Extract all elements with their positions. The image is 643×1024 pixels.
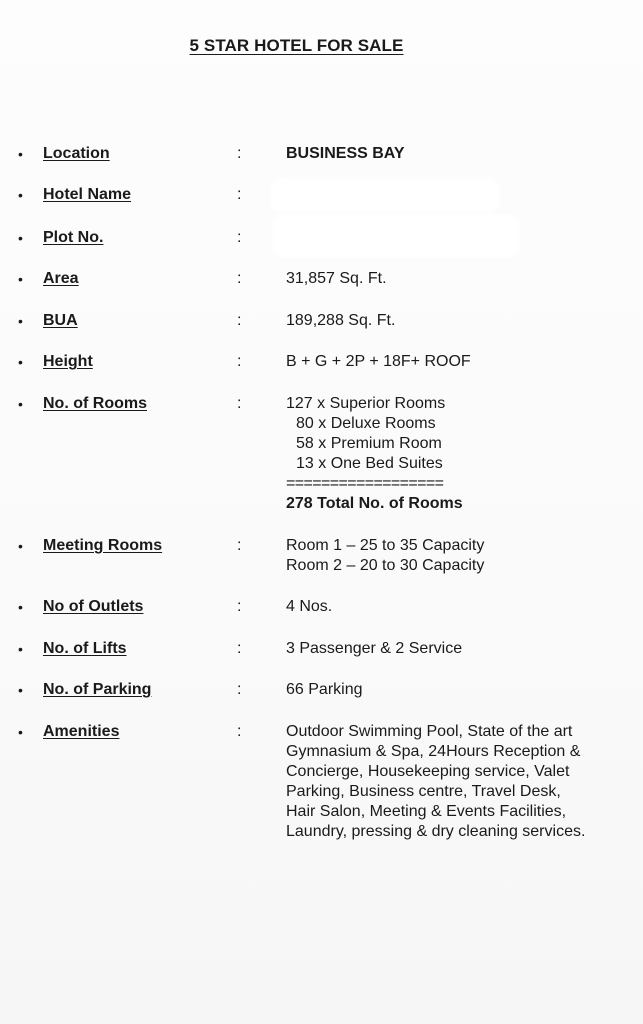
colon: : xyxy=(237,640,242,657)
amenities-line: Hair Salon, Meeting & Events Facilities, xyxy=(286,803,567,820)
label-location: Location xyxy=(43,145,110,162)
amenities-line: Parking, Business centre, Travel Desk, xyxy=(286,783,561,800)
amenities-line: Concierge, Housekeeping service, Valet xyxy=(286,763,570,780)
colon: : xyxy=(237,598,242,615)
label-outlets: No of Outlets xyxy=(43,598,144,615)
room-line: 80 x Deluxe Rooms xyxy=(296,415,436,432)
bullet-icon: • xyxy=(18,271,23,287)
value-lifts: 3 Passenger & 2 Service xyxy=(286,640,463,657)
bullet-icon: • xyxy=(18,599,23,615)
label-hotel-name: Hotel Name xyxy=(43,186,132,203)
value-location: BUSINESS BAY xyxy=(286,145,405,162)
bullet-icon: • xyxy=(18,354,23,370)
value-amenities xyxy=(286,722,585,842)
bullet-icon: • xyxy=(18,538,23,554)
room-line: 58 x Premium Room xyxy=(296,435,442,452)
bullet-icon: • xyxy=(18,641,23,657)
value-rooms xyxy=(286,394,463,514)
meeting-room-line: Room 1 – 25 to 35 Capacity xyxy=(286,537,485,554)
colon: : xyxy=(237,537,242,554)
meeting-room-line: Room 2 – 20 to 30 Capacity xyxy=(286,557,485,574)
redaction-mark xyxy=(270,178,500,212)
colon: : xyxy=(237,723,242,740)
room-line: 127 x Superior Rooms xyxy=(286,395,446,412)
amenities-line: Gymnasium & Spa, 24Hours Reception & xyxy=(286,743,581,760)
bullet-icon: • xyxy=(18,313,23,329)
label-amenities: Amenities xyxy=(43,723,120,740)
label-lifts: No. of Lifts xyxy=(43,640,127,657)
value-parking: 66 Parking xyxy=(286,681,363,698)
bullet-icon: • xyxy=(18,682,23,698)
redaction-mark xyxy=(272,214,520,258)
value-area: 31,857 Sq. Ft. xyxy=(286,270,387,287)
bullet-icon: • xyxy=(18,724,23,740)
bullet-icon: • xyxy=(18,187,23,203)
room-line: 13 x One Bed Suites xyxy=(296,455,443,472)
value-height: B + G + 2P + 18F+ ROOF xyxy=(286,353,471,370)
amenities-line: Laundry, pressing & dry cleaning services. xyxy=(286,823,586,840)
colon: : xyxy=(237,186,242,203)
label-meeting-rooms: Meeting Rooms xyxy=(43,537,163,554)
colon: : xyxy=(237,353,242,370)
bullet-icon: • xyxy=(18,396,23,412)
colon: : xyxy=(237,270,242,287)
colon: : xyxy=(237,145,242,162)
bullet-icon: • xyxy=(18,146,23,162)
label-height: Height xyxy=(43,353,93,370)
colon: : xyxy=(237,395,242,412)
bullet-icon: • xyxy=(18,230,23,246)
label-area: Area xyxy=(43,270,79,287)
label-rooms: No. of Rooms xyxy=(43,395,147,412)
label-plot-no: Plot No. xyxy=(43,229,104,246)
amenities-line: Outdoor Swimming Pool, State of the art xyxy=(286,723,573,740)
total-rooms: 278 Total No. of Rooms xyxy=(286,495,463,512)
value-outlets: 4 Nos. xyxy=(286,598,333,615)
label-parking: No. of Parking xyxy=(43,681,152,698)
value-bua: 189,288 Sq. Ft. xyxy=(286,312,396,329)
value-meeting-rooms xyxy=(286,536,484,576)
separator-line: ================== xyxy=(286,475,444,492)
colon: : xyxy=(237,229,242,246)
colon: : xyxy=(237,312,242,329)
colon: : xyxy=(237,681,242,698)
label-bua: BUA xyxy=(43,312,78,329)
page-title: 5 STAR HOTEL FOR SALE xyxy=(189,36,404,55)
